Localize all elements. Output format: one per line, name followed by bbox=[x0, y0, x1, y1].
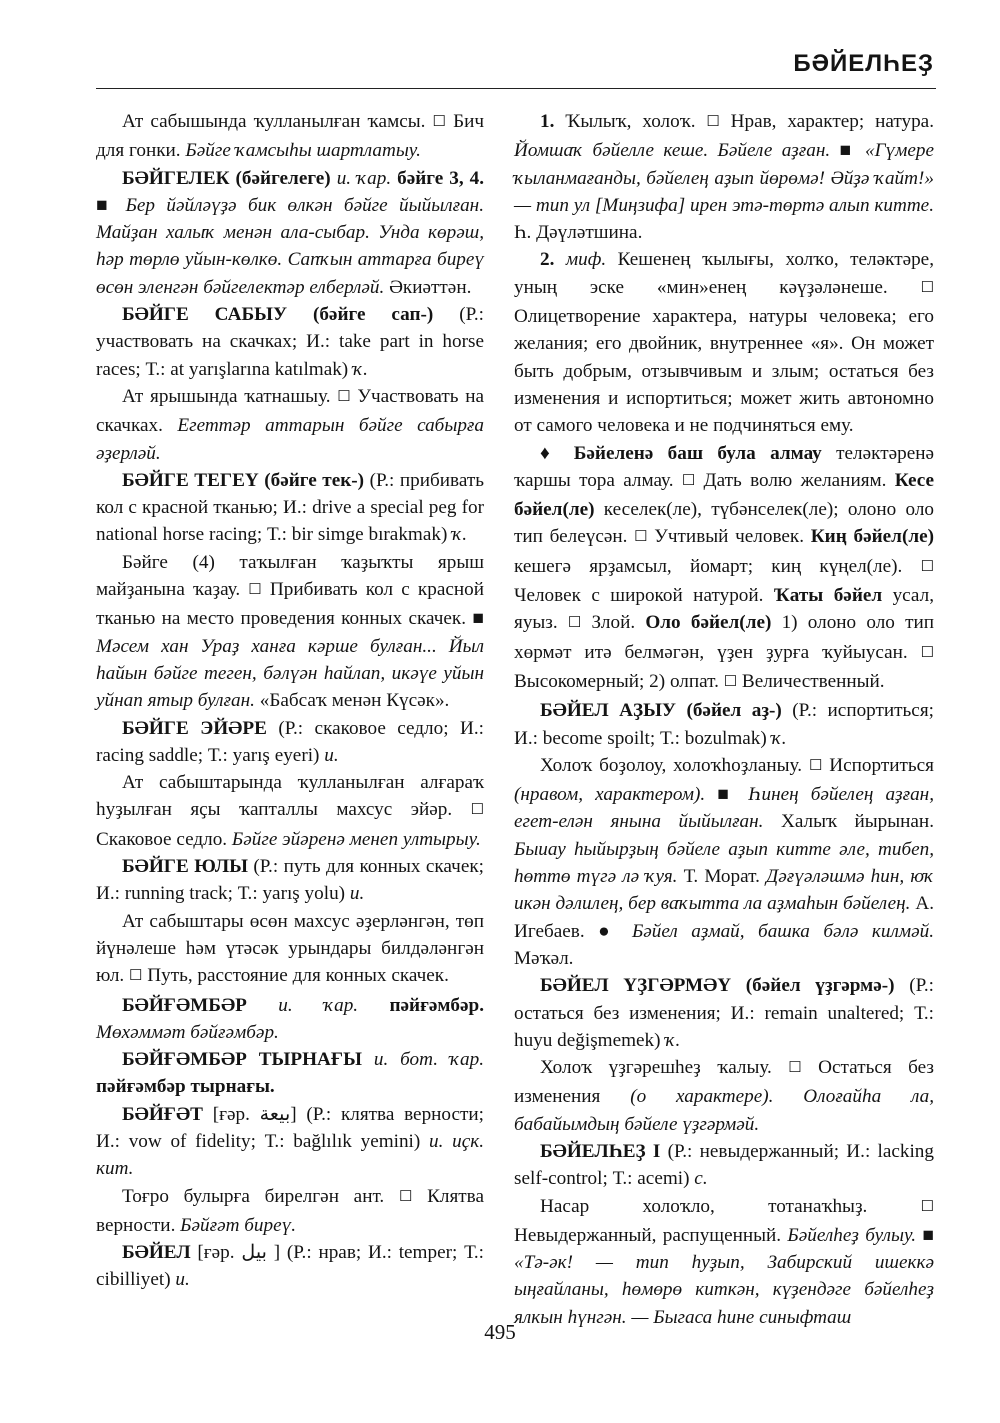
dictionary-paragraph: БӘЙЕЛ ҮҘГӘРМӘҮ (бәйел үҙгәрмә-) (Р.: остаться без изменения; И.: remain unaltered; Т.: huyu değişmemek) ҡ. bbox=[514, 975, 934, 1051]
left-column bbox=[96, 108, 484, 1294]
dictionary-paragraph: Бәйге (4) таҡылған ҡаҙыҡты ярыш майҙанына ҡаҙау. ☐ Прибивать кол с красной тканью на место проведения конных скачек. ■ Мәсем хан Ураҙ ханға кәрше булған... Йыл һайын бәйге теген, бәлүән һайлап, икәүе уйын уйнап ятыр булған. «Бабсаҡ менән Күсәк». bbox=[96, 551, 484, 712]
dictionary-paragraph: Ат сабыштары өсөн махсус әҙерләнгән, төп йүнәлеше һәм үтәсәк урындары билдәләнгән юл. ☐ Путь, расстояние для конных скачек. bbox=[96, 910, 484, 987]
dictionary-paragraph: Ат сабыштарында ҡулланылған алғараҡ һуҙылған яҫы ҡапталлы махсус эйәр. ☐ Скаковое седло. Бәйге эйәренә менеп ултырыу. bbox=[96, 772, 484, 850]
dictionary-paragraph: Холоҡ боҙолоу, холоҡһоҙланыу. ☐ Испортиться (нравом, характером). ■ Һинең бәйелең аҙған, егет-елән янына йыйылған. Халыҡ йырынан. Быиау һыйырҙың бәйеле аҙып китте әле, тибеп, һөттө түгә лә ҡуя. Т. Морат. Дәғүәләшмә һин, юҡ икән дәлилең, бер ваҡытта ла аҙмаһын бәйелең. А. Игебаев. ● Бәйел аҙмай, башка бәлә килмәй. Мәҡәл. bbox=[514, 754, 934, 969]
page-number: 495 bbox=[484, 1320, 516, 1344]
dictionary-paragraph: Тоғро булырға бирелгән ант. ☐ Клятва верности. Бәйғәт биреү. bbox=[96, 1185, 484, 1236]
dictionary-paragraph: БӘЙГЕ САБЫУ (бәйге сап-) (Р.: участвовать на скачках; И.: take part in horse races; Т.: at yarışlarına katılmak) ҡ. bbox=[96, 304, 484, 380]
dictionary-paragraph: Насар холоҡло, тотанаҡһыҙ. ☐ Невыдержанный, распущенный. Бәйелһеҙ булыу. ■ «Тә-әк! — тип һуҙып, Забирский ишеккә ыңғайланы, һөмөрө киткән, күҙендәге бәйелһеҙ ялкын һүнгән. — Быгаса һине синыфташ bbox=[514, 1195, 934, 1328]
right-column bbox=[514, 108, 934, 1331]
dictionary-paragraph: 1. Ҡылыҡ, холоҡ. ☐ Нрав, характер; натура. Йомшаҡ бәйелле кеше. Бәйеле аҙған. ■ «Гүмере ҡыланмағанды, бәйелең аҙып йөрөмә! Әйҙә ҡайт!» — тип ул [Миңзифа] ирен этә-төртә алып китте. Һ. Дәүләтшина. bbox=[514, 111, 934, 244]
dictionary-paragraph: Ат ярышында ҡатнашыу. ☐ Участвовать на скачках. Егеттәр аттарын бәйге сабырға әҙерләй. bbox=[96, 385, 484, 464]
dictionary-paragraph: БӘЙГЕ ЭЙӘРЕ (Р.: скаковое седло; И.: racing saddle; Т.: yarış eyeri) и. bbox=[96, 717, 484, 766]
dictionary-paragraph: БӘЙЕЛҺЕҘ I (Р.: невыдержанный; И.: lacking self-control; Т.: acemi) с. bbox=[514, 1140, 934, 1190]
dictionary-paragraph: БӘЙҒӘМБӘР ТЫРНАҒЫ и. бот. ҡар. пәйғәмбәр тырнағы. bbox=[96, 1049, 484, 1098]
dictionary-paragraph: ♦ Бәйеленә баш була алмау теләктәренә ҡаршы тора алмау. ☐ Дать волю желаниям. Кесе бәйел(ле) кеселек(ле), түбәнселек(ле); олоно оло тип белеүсән. ☐ Учтивый человек. Киң бәйел(ле) кешегә ярҙамсыл, йомарт; киң күңел(ле). ☐ Человек с широкой натурой. Ҡаты бәйел усал, яуыз. ☐ Злой. Оло бәйел(ле) 1) олоно оло тип хөрмәт итә белмәгән, үҙен ҙурға ҡуйыусан. ☐ Высокомерный; 2) олпат. ☐ Величественный. bbox=[514, 442, 935, 692]
dictionary-paragraph: 2. миф. Кешенең ҡылығы, холҡо, теләктәре, уның эске «мин»енең кәүҙәләнеше. ☐ Олицетворение характера, натуры человека; его желания; его двойник, внутреннее «я». Он может быть добрым, отзывчивым и злым; остаться без изменения и испортиться; может жить автономно от самого человека и не подчиняться ему. bbox=[514, 249, 934, 437]
header-rule bbox=[96, 88, 936, 89]
dictionary-paragraph: Ат сабышында ҡулланылған ҡамсы. ☐ Бич для гонки. Бәйге ҡамсыһы шартлатыу. bbox=[96, 111, 484, 162]
dictionary-paragraph: БӘЙҒӘТ [ғәр. بيعة] (Р.: клятва верности; И.: vow of fidelity; Т.: bağlılık yemini) и. иҫк. кит. bbox=[96, 1103, 484, 1180]
dictionary-paragraph: БӘЙГЕ ТЕГЕҮ (бәйге тек-) (Р.: прибивать кол с красной тканью; И.: drive a special peg for national horse racing; Т.: bir simge bırakmak) ҡ. bbox=[96, 469, 484, 546]
dictionary-paragraph: БӘЙГЕЛЕК (бәйгелеге) и. ҡар. бәйге 3, 4. ■ Бер йәйләүҙә бик өлкән бәйге йыйылған. Майҙан халыҡ менән ала-сыбар. Унда көрәш, һәр төрлө уйын-көлкө. Сапҡын аттарға биреү өсөн эленгән бәйгелектәр елберләй. Әкиәттән. bbox=[96, 167, 485, 298]
dictionary-paragraph: БӘЙГЕ ЮЛЫ (Р.: путь для конных скачек; И.: running track; Т.: yarış yolu) и. bbox=[96, 856, 485, 905]
running-head: БӘЙЕЛҺЕҘ bbox=[793, 50, 934, 77]
dictionary-paragraph: БӘЙЕЛ АҘЫУ (бәйел аҙ-) (Р.: испортиться; И.: become spoilt; Т.: bozulmak) ҡ. bbox=[514, 700, 934, 749]
dictionary-paragraph: БӘЙҒӘМБӘР и. ҡар. пәйғәмбәр. Мөхәммәт бәйғәмбәр. bbox=[96, 994, 484, 1043]
dictionary-paragraph: БӘЙЕЛ [ғәр. بيل ] (Р.: нрав; И.: temper; Т.: cibilliyet) и. bbox=[96, 1242, 484, 1291]
dictionary-paragraph: Холоҡ үҙгәрешһеҙ ҡалыу. ☐ Остаться без изменения (о характере). Олоғайһа ла, бабайымдың бәйеле үҙгәрмәй. bbox=[514, 1057, 934, 1135]
